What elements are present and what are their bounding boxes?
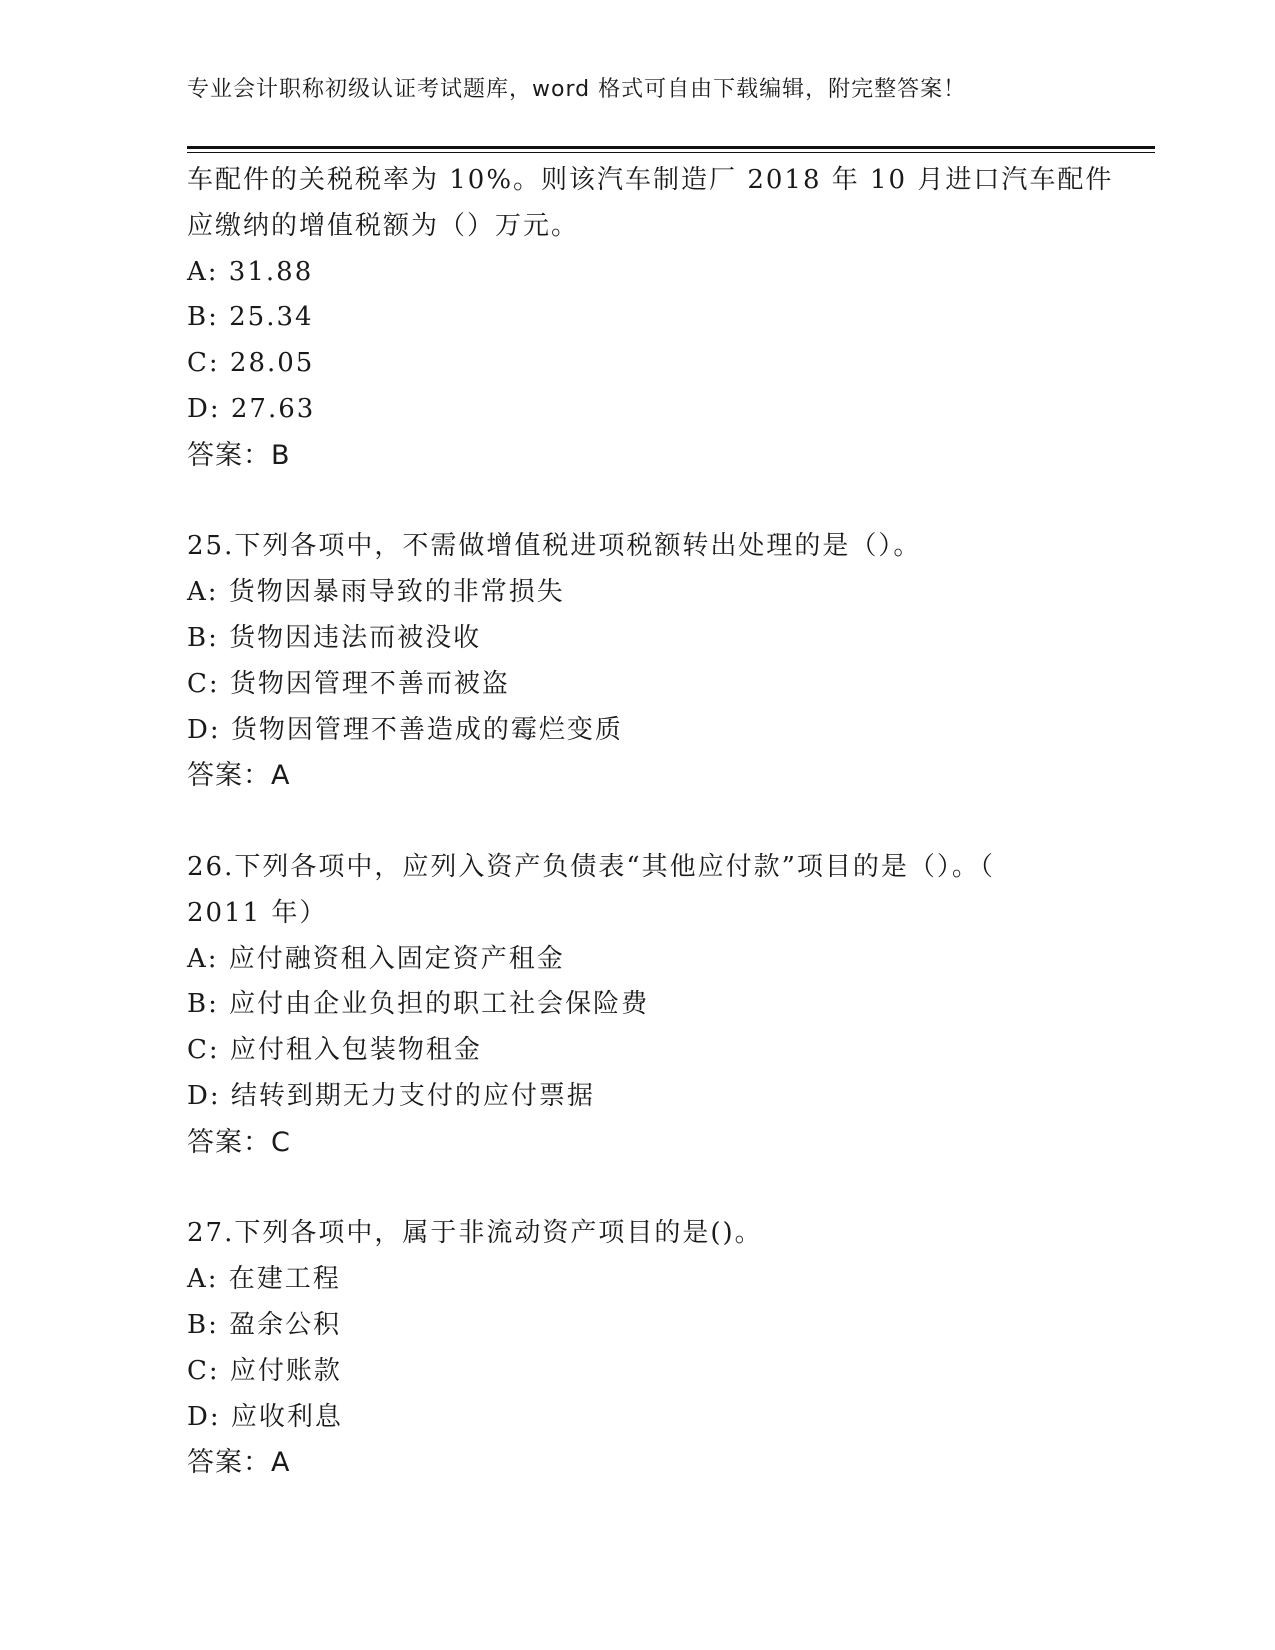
option-d: D: 应收利息 (187, 1401, 343, 1432)
option-a: A: 应付融资租入固定资产租金 (187, 943, 565, 974)
question-stem: 25.下列各项中，不需做增值税进项税额转出处理的是（）。 (187, 531, 922, 562)
answer-label: 答案：B (187, 439, 291, 471)
question-25 (187, 524, 1107, 799)
option-b: B: 25.34 (187, 302, 314, 333)
option-c: C: 应付租入包装物租金 (187, 1035, 482, 1066)
spacer (187, 479, 1107, 525)
question-stem: 应缴纳的增值税额为（）万元。 (187, 210, 580, 241)
answer-label: 答案：A (187, 1447, 291, 1479)
option-c: C: 货物因管理不善而被盗 (187, 668, 510, 699)
option-a: A: 31.88 (187, 256, 314, 287)
question-stem: 2011 年） (187, 897, 328, 928)
question-27 (187, 1211, 1107, 1486)
option-d: D: 结转到期无力支付的应付票据 (187, 1080, 595, 1111)
spacer (187, 1166, 1107, 1212)
option-b: B: 盈余公积 (187, 1309, 342, 1340)
option-a: A: 在建工程 (187, 1264, 341, 1295)
spacer (187, 799, 1107, 845)
question-stem: 车配件的关税税率为 10%。则该汽车制造厂 2018 年 10 月进口汽车配件 (187, 165, 1114, 195)
question-stem: 27.下列各项中，属于非流动资产项目的是()。 (187, 1218, 763, 1249)
header-rule-thin (187, 152, 1155, 153)
question-stem: 26.下列各项中，应列入资产负债表“其他应付款”项目的是（）。（ (187, 851, 995, 882)
header-rule-thick (187, 146, 1155, 149)
answer-label: 答案：C (187, 1126, 291, 1158)
answer-label: 答案：A (187, 760, 291, 792)
question-content (187, 158, 1114, 1486)
option-c: C: 28.05 (187, 348, 315, 379)
option-b: B: 应付由企业负担的职工社会保险费 (187, 989, 650, 1020)
option-d: D: 货物因管理不善造成的霉烂变质 (187, 714, 623, 745)
option-a: A: 货物因暴雨导致的非常损失 (187, 577, 565, 608)
question-26 (187, 845, 1107, 1166)
page-header: 专业会计职称初级认证考试题库，word 格式可自由下载编辑，附完整答案！ (187, 77, 967, 102)
option-d: D: 27.63 (187, 393, 316, 424)
option-b: B: 货物因违法而被没收 (187, 622, 482, 653)
option-c: C: 应付账款 (187, 1355, 342, 1386)
question-24 (187, 158, 1114, 479)
